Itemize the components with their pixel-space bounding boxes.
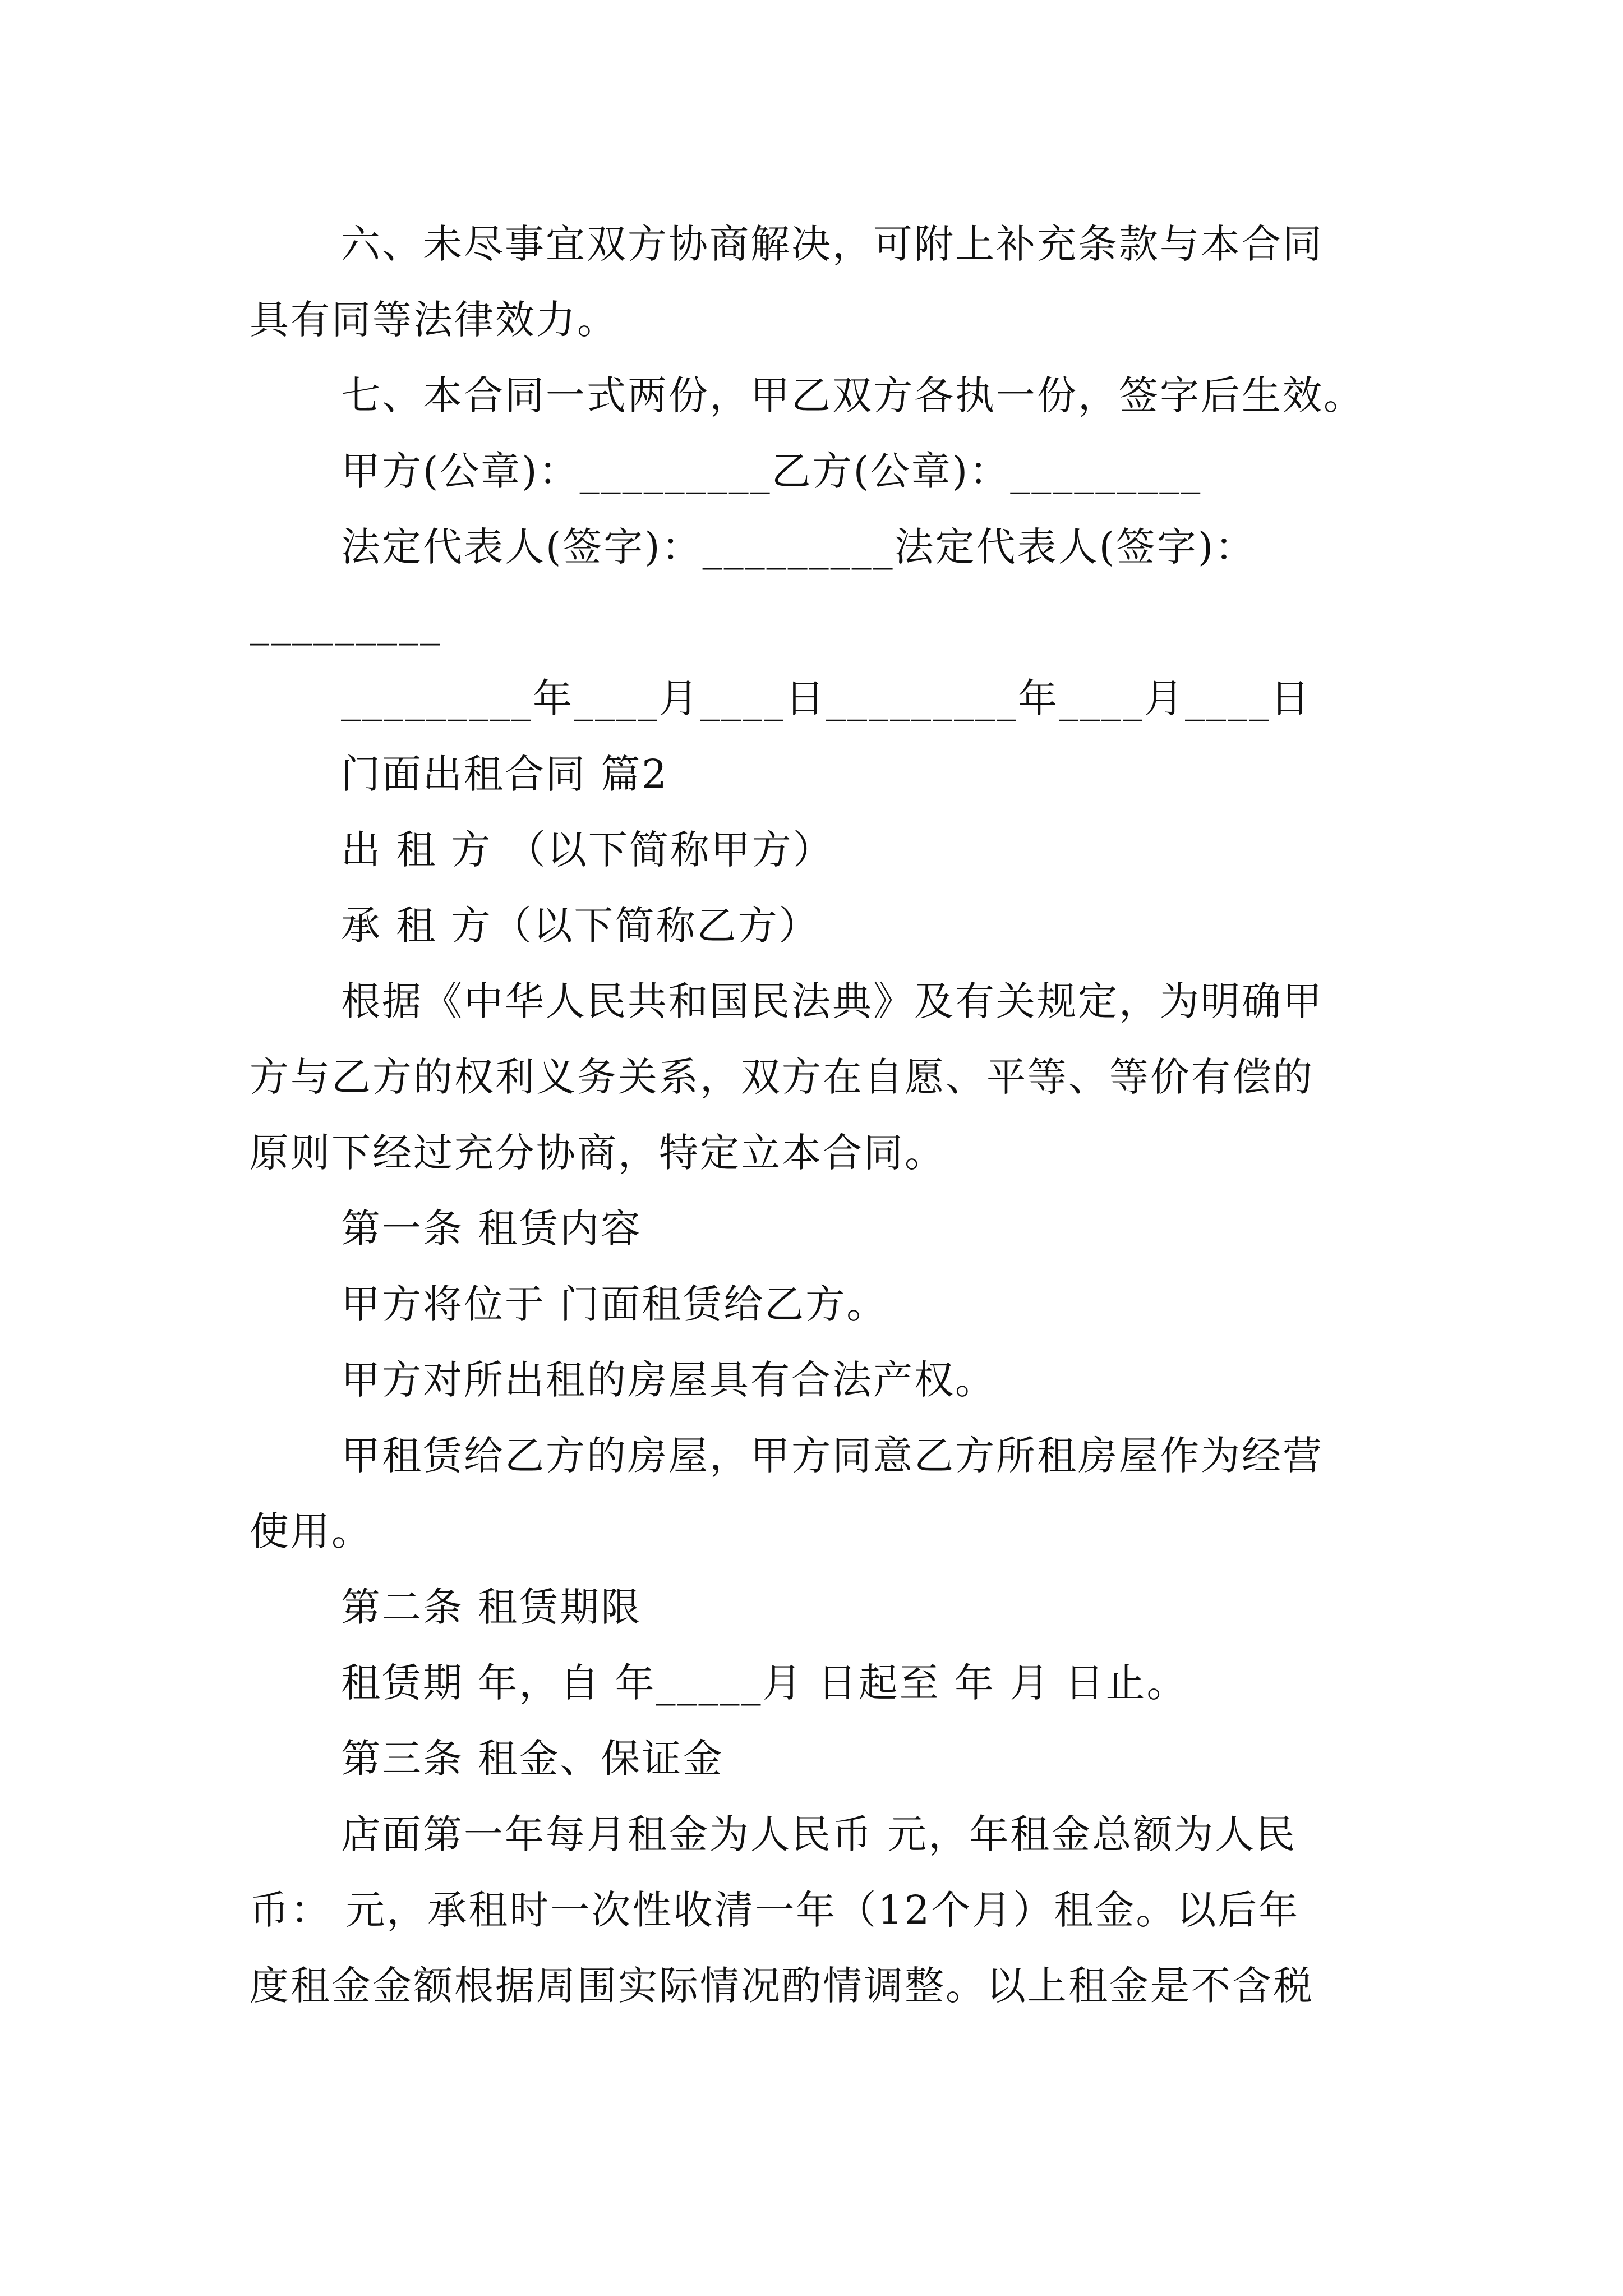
section-title: 门面出租合同 篇2 [341, 751, 668, 797]
article-2-text: 租赁期 年，自 年_____月 日起至 年 月 日止。 [341, 1660, 1188, 1706]
preamble-line-2: 方与乙方的权利义务关系，双方在自愿、平等、等价有偿的 [250, 1054, 1314, 1100]
article-1-text-1: 甲方将位于 门面租赁给乙方。 [341, 1281, 888, 1327]
article-2-heading: 第二条 租赁期限 [341, 1584, 642, 1630]
representative-signature-line: 法定代表人(签字)：_________法定代表人(签字)： [341, 524, 1256, 570]
article-1-heading: 第一条 租赁内容 [341, 1205, 642, 1251]
lessor-line: 出 租 方 （以下简称甲方） [341, 827, 834, 873]
lessee-line: 承 租 方（以下简称乙方） [341, 903, 820, 949]
party-seal-line: 甲方(公章)：_________乙方(公章)：_________ [341, 448, 1202, 494]
preamble-line-3: 原则下经过充分协商，特定立本合同。 [250, 1130, 946, 1176]
preamble-line-1: 根据《中华人民共和国民法典》及有关规定，为明确甲 [341, 978, 1324, 1024]
representative-signature-blank: _________ [250, 600, 441, 646]
signing-date-line: _________年____月____日_________年____月____日 [341, 675, 1311, 721]
clause-6-line-1: 六、未尽事宜双方协商解决，可附上补充条款与本合同 [341, 221, 1324, 267]
clause-6-line-2: 具有同等法律效力。 [250, 297, 618, 343]
clause-7: 七、本合同一式两份，甲乙双方各执一份，签字后生效。 [341, 372, 1364, 418]
article-3-heading: 第三条 租金、保证金 [341, 1736, 724, 1782]
article-1-text-3-line-1: 甲租赁给乙方的房屋，甲方同意乙方所租房屋作为经营 [341, 1433, 1324, 1479]
article-3-text-line-2: 币： 元，承租时一次性收清一年（12个月）租金。以后年 [250, 1887, 1300, 1933]
article-3-text-line-3: 度租金金额根据周围实际情况酌情调整。以上租金是不含税 [250, 1963, 1314, 2009]
article-3-text-line-1: 店面第一年每月租金为人民币 元，年租金总额为人民 [341, 1811, 1297, 1857]
article-1-text-3-line-2: 使用。 [250, 1508, 372, 1554]
article-1-text-2: 甲方对所出租的房屋具有合法产权。 [341, 1357, 996, 1403]
